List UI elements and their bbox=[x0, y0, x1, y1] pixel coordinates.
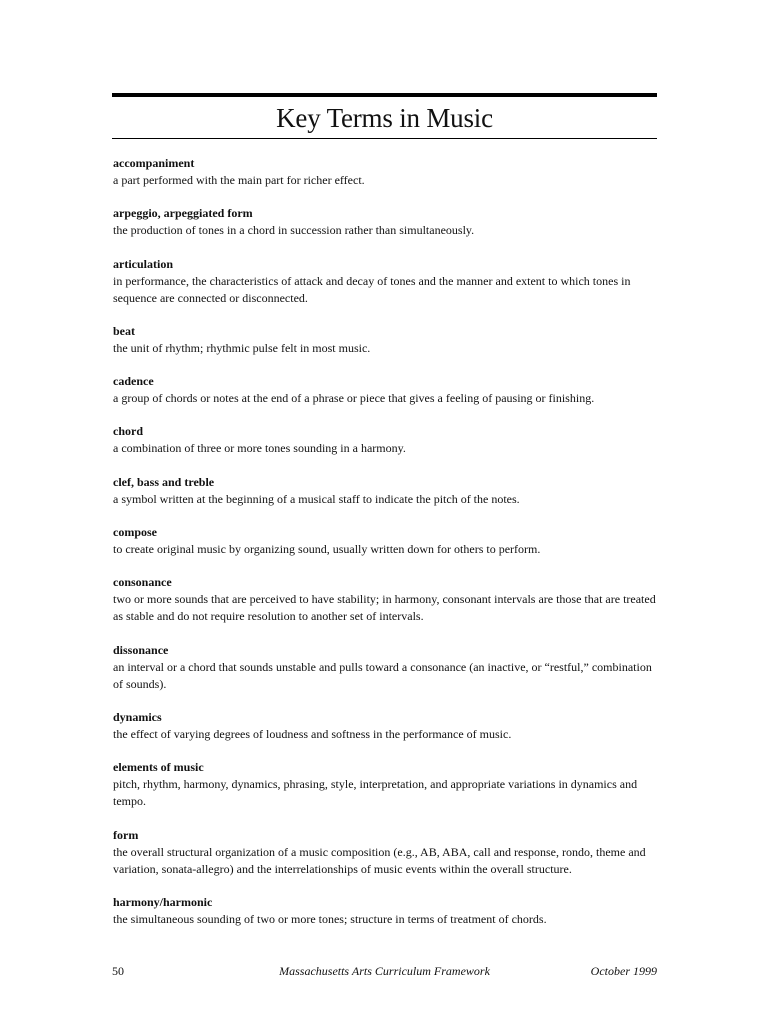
glossary-term: compose bbox=[113, 525, 157, 540]
title-rule bbox=[112, 138, 657, 139]
glossary-entry bbox=[113, 256, 658, 307]
glossary-term: dynamics bbox=[113, 709, 162, 724]
glossary-term: harmony/harmonic bbox=[113, 894, 213, 909]
glossary-term: arpeggio, arpeggiated form bbox=[113, 206, 253, 221]
glossary-entry bbox=[113, 642, 658, 693]
glossary-definition: a combination of three or more tones sounding in a harmony. bbox=[113, 441, 406, 456]
glossary-definition: in performance, the characteristics of attack and decay of tones and the manner and extent to which tones in sequence are connected or disconnected. bbox=[113, 273, 631, 305]
glossary-definition: an interval or a chord that sounds unstable and pulls toward a consonance (an inactive, or “restful,” combination of sounds). bbox=[113, 659, 652, 691]
glossary-term: accompaniment bbox=[113, 156, 195, 170]
glossary-definition: pitch, rhythm, harmony, dynamics, phrasing, style, interpretation, and appropriate variations in dynamics and tempo. bbox=[113, 777, 638, 809]
glossary-entry bbox=[113, 323, 658, 357]
glossary-term: dissonance bbox=[113, 642, 169, 657]
glossary-term: elements of music bbox=[113, 760, 204, 775]
glossary-entry bbox=[113, 524, 658, 558]
glossary-term: form bbox=[113, 827, 139, 842]
glossary-entry bbox=[113, 373, 658, 407]
glossary-entry bbox=[113, 574, 658, 625]
glossary-definition: a symbol written at the beginning of a musical staff to indicate the pitch of the notes. bbox=[113, 491, 520, 506]
glossary-term: clef, bass and treble bbox=[113, 474, 215, 489]
glossary-definition: the production of tones in a chord in succession rather than simultaneously. bbox=[113, 223, 475, 238]
glossary-entry bbox=[113, 155, 658, 189]
glossary-entry bbox=[113, 759, 658, 810]
glossary-definition: the unit of rhythm; rhythmic pulse felt in most music. bbox=[113, 340, 371, 355]
page-title: Key Terms in Music bbox=[276, 103, 493, 133]
publication-title: Massachusetts Arts Curriculum Framework bbox=[279, 964, 490, 978]
glossary-term: consonance bbox=[113, 575, 172, 590]
glossary-definition: a part performed with the main part for richer effect. bbox=[113, 173, 365, 187]
glossary-definition: the effect of varying degrees of loudness and softness in the performance of music. bbox=[113, 726, 512, 741]
top-rule bbox=[112, 93, 657, 97]
glossary-entry bbox=[113, 474, 658, 508]
publication-date: October 1999 bbox=[590, 964, 657, 978]
glossary-entry bbox=[113, 205, 658, 239]
glossary-definition: a group of chords or notes at the end of a phrase or piece that gives a feeling of pausing or finishing. bbox=[113, 391, 595, 406]
glossary-entry bbox=[113, 827, 658, 878]
glossary-entry bbox=[113, 894, 658, 928]
glossary-definition: the overall structural organization of a music composition (e.g., AB, ABA, call and response, rondo, theme and variation, sonata-allegro) and the interrelationships of music events within the overall structure. bbox=[113, 844, 646, 876]
glossary-definition: the simultaneous sounding of two or more tones; structure in terms of treatment of chords. bbox=[113, 911, 547, 926]
document-page bbox=[112, 0, 657, 1024]
glossary-term: beat bbox=[113, 323, 135, 338]
glossary-term: cadence bbox=[113, 374, 154, 389]
glossary-term: articulation bbox=[113, 256, 173, 271]
glossary-list bbox=[113, 155, 658, 944]
page-footer bbox=[112, 962, 657, 980]
glossary-entry bbox=[113, 423, 658, 457]
glossary-definition: to create original music by organizing sound, usually written down for others to perform. bbox=[113, 542, 541, 557]
page-number: 50 bbox=[112, 964, 124, 978]
glossary-definition: two or more sounds that are perceived to have stability; in harmony, consonant intervals are those that are treated as stable and do not require resolution to another set of intervals. bbox=[113, 592, 656, 624]
glossary-entry bbox=[113, 709, 658, 743]
glossary-term: chord bbox=[113, 424, 143, 439]
